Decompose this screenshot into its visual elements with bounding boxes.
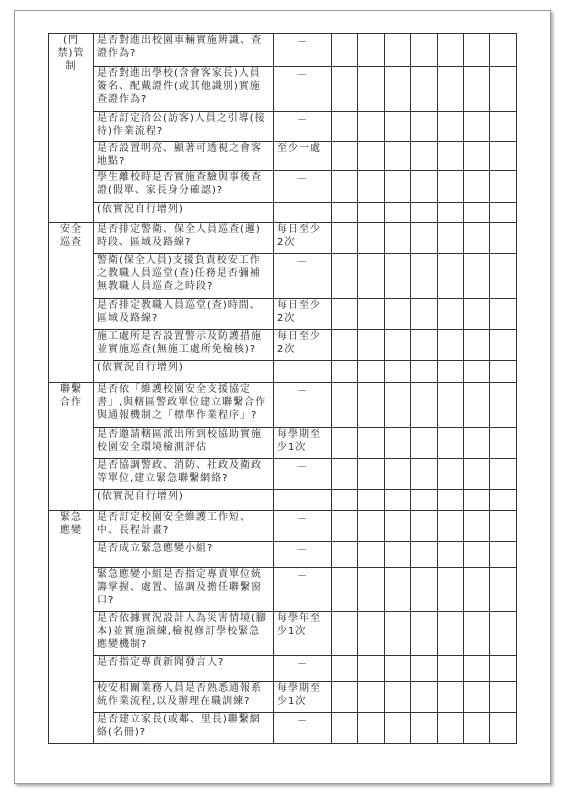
check-cell[interactable] bbox=[384, 299, 410, 330]
check-cell[interactable] bbox=[384, 361, 410, 383]
standard-value: － bbox=[297, 386, 308, 397]
standard-cell bbox=[274, 568, 332, 612]
check-cell[interactable] bbox=[437, 713, 463, 744]
table-row bbox=[49, 142, 517, 171]
check-cell[interactable] bbox=[358, 713, 384, 744]
check-cell[interactable] bbox=[463, 656, 489, 682]
check-cell[interactable] bbox=[332, 459, 358, 490]
check-cell[interactable] bbox=[437, 428, 463, 459]
check-cell[interactable] bbox=[411, 511, 437, 542]
check-cell[interactable] bbox=[437, 223, 463, 254]
check-cell[interactable] bbox=[463, 361, 489, 383]
standard-cell bbox=[274, 361, 332, 383]
check-cell[interactable] bbox=[463, 682, 489, 713]
check-cell[interactable] bbox=[411, 142, 437, 171]
check-cell[interactable] bbox=[411, 67, 437, 112]
check-cell[interactable] bbox=[490, 656, 516, 682]
check-cell[interactable] bbox=[358, 203, 384, 223]
check-cell[interactable] bbox=[358, 67, 384, 112]
check-cell[interactable] bbox=[411, 542, 437, 568]
table-row bbox=[49, 361, 517, 383]
category-cell: 聯繫 合作 bbox=[49, 383, 94, 511]
check-cell[interactable] bbox=[332, 254, 358, 299]
check-item: 是否依「維護校園安全支援協定書」,與轄區警政單位建立聯繫合作與通報機制之「標準作業程序」? bbox=[94, 383, 274, 428]
check-cell[interactable] bbox=[358, 459, 384, 490]
check-cell[interactable] bbox=[411, 361, 437, 383]
check-cell[interactable] bbox=[358, 490, 384, 511]
check-cell[interactable] bbox=[490, 459, 516, 490]
standard-value: 至少一處 bbox=[277, 143, 321, 154]
check-item: 是否邀請轄區派出所到校協助實施校園安全環境檢測評估 bbox=[94, 428, 274, 459]
check-cell[interactable] bbox=[358, 511, 384, 542]
standard-cell bbox=[274, 656, 332, 682]
check-cell[interactable] bbox=[384, 459, 410, 490]
check-item: 是否排定警衛、保全人員巡查(邏)時段、區域及路線? bbox=[94, 223, 274, 254]
category-cell: 緊急 應變 bbox=[49, 511, 94, 744]
check-item: 是否指定專責新聞發言人? bbox=[94, 656, 274, 682]
check-cell[interactable] bbox=[437, 299, 463, 330]
check-cell[interactable] bbox=[437, 34, 463, 67]
check-cell[interactable] bbox=[463, 142, 489, 171]
check-cell[interactable] bbox=[437, 459, 463, 490]
standard-cell bbox=[274, 490, 332, 511]
standard-value: 每學年至少1次 bbox=[277, 613, 321, 637]
check-cell[interactable] bbox=[384, 142, 410, 171]
check-cell[interactable] bbox=[332, 223, 358, 254]
checklist-table bbox=[48, 33, 517, 744]
check-cell[interactable] bbox=[437, 171, 463, 203]
check-cell[interactable] bbox=[437, 112, 463, 142]
check-item: 是否對進出學校(含會客家長)人員簽名、配戴證件(或其他識別)實施查證作為? bbox=[94, 67, 274, 112]
check-cell[interactable] bbox=[411, 112, 437, 142]
check-item: 是否訂定校園安全維護工作短、中、長程計畫? bbox=[94, 511, 274, 542]
check-cell[interactable] bbox=[358, 142, 384, 171]
category-cell: 安全 巡查 bbox=[49, 223, 94, 383]
check-cell[interactable] bbox=[332, 542, 358, 568]
check-cell[interactable] bbox=[358, 612, 384, 656]
check-cell[interactable] bbox=[358, 34, 384, 67]
standard-value: － bbox=[297, 716, 308, 727]
check-cell[interactable] bbox=[463, 490, 489, 511]
check-cell[interactable] bbox=[411, 612, 437, 656]
check-cell[interactable] bbox=[358, 299, 384, 330]
check-cell[interactable] bbox=[411, 568, 437, 612]
check-cell[interactable] bbox=[384, 34, 410, 67]
standard-value: － bbox=[297, 462, 308, 473]
check-cell[interactable] bbox=[411, 330, 437, 361]
check-cell[interactable] bbox=[332, 612, 358, 656]
check-cell[interactable] bbox=[358, 383, 384, 428]
check-cell[interactable] bbox=[411, 490, 437, 511]
check-cell[interactable] bbox=[490, 612, 516, 656]
check-cell[interactable] bbox=[332, 330, 358, 361]
check-cell[interactable] bbox=[411, 383, 437, 428]
standard-cell bbox=[274, 612, 332, 656]
check-cell[interactable] bbox=[463, 713, 489, 744]
table-row bbox=[49, 171, 517, 203]
check-cell[interactable] bbox=[332, 568, 358, 612]
table-row bbox=[49, 223, 517, 254]
standard-value: － bbox=[297, 257, 308, 268]
check-cell[interactable] bbox=[490, 67, 516, 112]
check-cell[interactable] bbox=[437, 67, 463, 112]
check-cell[interactable] bbox=[490, 713, 516, 744]
standard-value: － bbox=[297, 659, 308, 670]
check-cell[interactable] bbox=[463, 171, 489, 203]
standard-value: 每日至少2次 bbox=[277, 224, 321, 248]
check-cell[interactable] bbox=[332, 490, 358, 511]
check-cell[interactable] bbox=[332, 511, 358, 542]
check-cell[interactable] bbox=[490, 171, 516, 203]
check-cell[interactable] bbox=[463, 299, 489, 330]
standard-value: 每學期至少1次 bbox=[277, 683, 321, 707]
standard-value: － bbox=[297, 174, 308, 185]
check-cell[interactable] bbox=[490, 203, 516, 223]
check-cell[interactable] bbox=[358, 112, 384, 142]
check-cell[interactable] bbox=[463, 511, 489, 542]
check-cell[interactable] bbox=[411, 203, 437, 223]
check-cell[interactable] bbox=[384, 254, 410, 299]
check-cell[interactable] bbox=[332, 142, 358, 171]
check-cell[interactable] bbox=[332, 656, 358, 682]
check-cell[interactable] bbox=[463, 459, 489, 490]
check-cell[interactable] bbox=[384, 67, 410, 112]
check-cell[interactable] bbox=[463, 254, 489, 299]
standard-value: － bbox=[297, 115, 308, 126]
check-cell[interactable] bbox=[384, 511, 410, 542]
check-cell[interactable] bbox=[332, 383, 358, 428]
check-cell[interactable] bbox=[490, 682, 516, 713]
check-cell[interactable] bbox=[332, 112, 358, 142]
standard-value: － bbox=[297, 514, 308, 525]
check-cell[interactable] bbox=[463, 34, 489, 67]
check-item: 緊急應變小組是否指定專責單位統籌掌握、處置、協調及擔任聯繫窗口? bbox=[94, 568, 274, 612]
check-cell[interactable] bbox=[437, 330, 463, 361]
check-cell[interactable] bbox=[490, 112, 516, 142]
check-cell[interactable] bbox=[384, 171, 410, 203]
table-row bbox=[49, 67, 517, 112]
check-item: 學生離校時是否實施查驗與事後查證(假單、家長身分確認)? bbox=[94, 171, 274, 203]
check-cell[interactable] bbox=[437, 542, 463, 568]
check-cell[interactable] bbox=[437, 612, 463, 656]
check-cell[interactable] bbox=[437, 568, 463, 612]
table-row bbox=[49, 542, 517, 568]
table-row bbox=[49, 568, 517, 612]
check-cell[interactable] bbox=[490, 428, 516, 459]
standard-cell bbox=[274, 459, 332, 490]
check-item: 是否排定教職人員巡堂(查)時間、區域及路線? bbox=[94, 299, 274, 330]
check-cell[interactable] bbox=[463, 428, 489, 459]
standard-value: － bbox=[297, 545, 308, 556]
check-item: 警衛(保全人員)支援負責校安工作之教職人員巡堂(查)任務是否彌補無教職人員巡查之時段? bbox=[94, 254, 274, 299]
standard-cell bbox=[274, 34, 332, 67]
check-cell[interactable] bbox=[463, 203, 489, 223]
check-item: 是否建立家長(或鄰、里長)聯繫網絡(名冊)? bbox=[94, 713, 274, 744]
check-cell[interactable] bbox=[437, 203, 463, 223]
category-cell: (門 禁)管 制 bbox=[49, 34, 94, 223]
check-cell[interactable] bbox=[411, 254, 437, 299]
table-row bbox=[49, 383, 517, 428]
check-cell[interactable] bbox=[358, 171, 384, 203]
check-cell[interactable] bbox=[490, 361, 516, 383]
table-row bbox=[49, 254, 517, 299]
check-cell[interactable] bbox=[332, 171, 358, 203]
check-cell[interactable] bbox=[358, 656, 384, 682]
check-cell[interactable] bbox=[463, 612, 489, 656]
check-cell[interactable] bbox=[384, 203, 410, 223]
check-cell[interactable] bbox=[490, 511, 516, 542]
table-row bbox=[49, 713, 517, 744]
check-cell[interactable] bbox=[384, 542, 410, 568]
check-cell[interactable] bbox=[384, 682, 410, 713]
standard-value: － bbox=[297, 571, 308, 582]
standard-cell bbox=[274, 223, 332, 254]
table-row bbox=[49, 428, 517, 459]
standard-cell bbox=[274, 383, 332, 428]
check-cell[interactable] bbox=[384, 713, 410, 744]
check-cell[interactable] bbox=[437, 254, 463, 299]
table-row bbox=[49, 299, 517, 330]
table-row bbox=[49, 656, 517, 682]
check-cell[interactable] bbox=[490, 34, 516, 67]
standard-value: 每學期至少1次 bbox=[277, 429, 321, 453]
check-cell[interactable] bbox=[411, 34, 437, 67]
table-row bbox=[49, 682, 517, 713]
check-item: 校安相關業務人員是否熟悉通報系統作業流程,以及辦理在職訓練? bbox=[94, 682, 274, 713]
table-row bbox=[49, 459, 517, 490]
check-cell[interactable] bbox=[490, 142, 516, 171]
check-cell[interactable] bbox=[411, 713, 437, 744]
check-cell[interactable] bbox=[384, 656, 410, 682]
standard-cell bbox=[274, 511, 332, 542]
check-cell[interactable] bbox=[437, 682, 463, 713]
check-cell[interactable] bbox=[463, 67, 489, 112]
check-cell[interactable] bbox=[384, 330, 410, 361]
check-cell[interactable] bbox=[332, 67, 358, 112]
check-cell[interactable] bbox=[463, 330, 489, 361]
standard-value: 每日至少2次 bbox=[277, 300, 321, 324]
check-item: 是否成立緊急應變小組? bbox=[94, 542, 274, 568]
table-row bbox=[49, 112, 517, 142]
check-item: 是否設置明亮、顯著可透視之會客地點? bbox=[94, 142, 274, 171]
check-cell[interactable] bbox=[490, 542, 516, 568]
check-cell[interactable] bbox=[384, 383, 410, 428]
check-cell[interactable] bbox=[463, 542, 489, 568]
check-cell[interactable] bbox=[437, 361, 463, 383]
table-row bbox=[49, 612, 517, 656]
check-cell[interactable] bbox=[358, 428, 384, 459]
check-cell[interactable] bbox=[384, 428, 410, 459]
standard-cell bbox=[274, 67, 332, 112]
check-item: 是否協調警政、消防、社政及衛政等單位,建立緊急聯繫網絡? bbox=[94, 459, 274, 490]
check-cell[interactable] bbox=[332, 713, 358, 744]
standard-cell bbox=[274, 542, 332, 568]
standard-cell bbox=[274, 682, 332, 713]
table-row bbox=[49, 330, 517, 361]
check-cell[interactable] bbox=[358, 361, 384, 383]
check-cell[interactable] bbox=[490, 568, 516, 612]
check-cell[interactable] bbox=[411, 682, 437, 713]
standard-value: － bbox=[297, 70, 308, 81]
check-item: 是否依據實況設計人為災害情境(腳本)並實施演練,檢視修訂學校緊急應變機制? bbox=[94, 612, 274, 656]
check-cell[interactable] bbox=[411, 428, 437, 459]
check-cell[interactable] bbox=[358, 254, 384, 299]
check-cell[interactable] bbox=[358, 568, 384, 612]
check-cell[interactable] bbox=[411, 223, 437, 254]
check-item: (依實況自行增列) bbox=[94, 203, 274, 223]
document-page bbox=[14, 10, 551, 784]
check-cell[interactable] bbox=[437, 656, 463, 682]
check-cell[interactable] bbox=[490, 383, 516, 428]
table-row bbox=[49, 203, 517, 223]
standard-value: 每日至少2次 bbox=[277, 331, 321, 355]
check-cell[interactable] bbox=[332, 203, 358, 223]
check-cell[interactable] bbox=[332, 361, 358, 383]
check-cell[interactable] bbox=[358, 682, 384, 713]
check-cell[interactable] bbox=[490, 254, 516, 299]
table-row bbox=[49, 511, 517, 542]
check-cell[interactable] bbox=[384, 612, 410, 656]
check-cell[interactable] bbox=[332, 682, 358, 713]
check-cell[interactable] bbox=[490, 490, 516, 511]
check-cell[interactable] bbox=[490, 223, 516, 254]
check-cell[interactable] bbox=[358, 223, 384, 254]
standard-cell bbox=[274, 330, 332, 361]
check-cell[interactable] bbox=[384, 490, 410, 511]
check-cell[interactable] bbox=[411, 171, 437, 203]
standard-cell bbox=[274, 428, 332, 459]
check-cell[interactable] bbox=[411, 656, 437, 682]
check-item: 是否對進出校園車輛實施辨識、查證作為? bbox=[94, 34, 274, 67]
standard-cell bbox=[274, 254, 332, 299]
check-cell[interactable] bbox=[490, 299, 516, 330]
table-row bbox=[49, 490, 517, 511]
standard-cell bbox=[274, 713, 332, 744]
standard-value: － bbox=[297, 37, 308, 48]
check-cell[interactable] bbox=[463, 383, 489, 428]
standard-cell bbox=[274, 171, 332, 203]
check-cell[interactable] bbox=[358, 542, 384, 568]
check-cell[interactable] bbox=[384, 568, 410, 612]
check-item: (依實況自行增列) bbox=[94, 490, 274, 511]
standard-cell bbox=[274, 203, 332, 223]
check-cell[interactable] bbox=[437, 142, 463, 171]
check-item: 施工處所是否設置警示及防護措施並實施巡查(無施工處所免檢核)? bbox=[94, 330, 274, 361]
standard-cell bbox=[274, 112, 332, 142]
check-cell[interactable] bbox=[411, 459, 437, 490]
check-cell[interactable] bbox=[332, 299, 358, 330]
check-cell[interactable] bbox=[332, 428, 358, 459]
check-cell[interactable] bbox=[332, 34, 358, 67]
check-cell[interactable] bbox=[437, 511, 463, 542]
standard-cell bbox=[274, 299, 332, 330]
table-row bbox=[49, 34, 517, 67]
check-item: (依實況自行增列) bbox=[94, 361, 274, 383]
check-cell[interactable] bbox=[384, 223, 410, 254]
check-cell[interactable] bbox=[490, 330, 516, 361]
standard-cell bbox=[274, 142, 332, 171]
check-cell[interactable] bbox=[463, 112, 489, 142]
check-cell[interactable] bbox=[384, 112, 410, 142]
check-cell[interactable] bbox=[411, 299, 437, 330]
check-cell[interactable] bbox=[463, 568, 489, 612]
check-cell[interactable] bbox=[437, 383, 463, 428]
check-item: 是否訂定洽公(訪客)人員之引導(接待)作業流程? bbox=[94, 112, 274, 142]
check-cell[interactable] bbox=[437, 490, 463, 511]
check-cell[interactable] bbox=[358, 330, 384, 361]
check-cell[interactable] bbox=[463, 223, 489, 254]
